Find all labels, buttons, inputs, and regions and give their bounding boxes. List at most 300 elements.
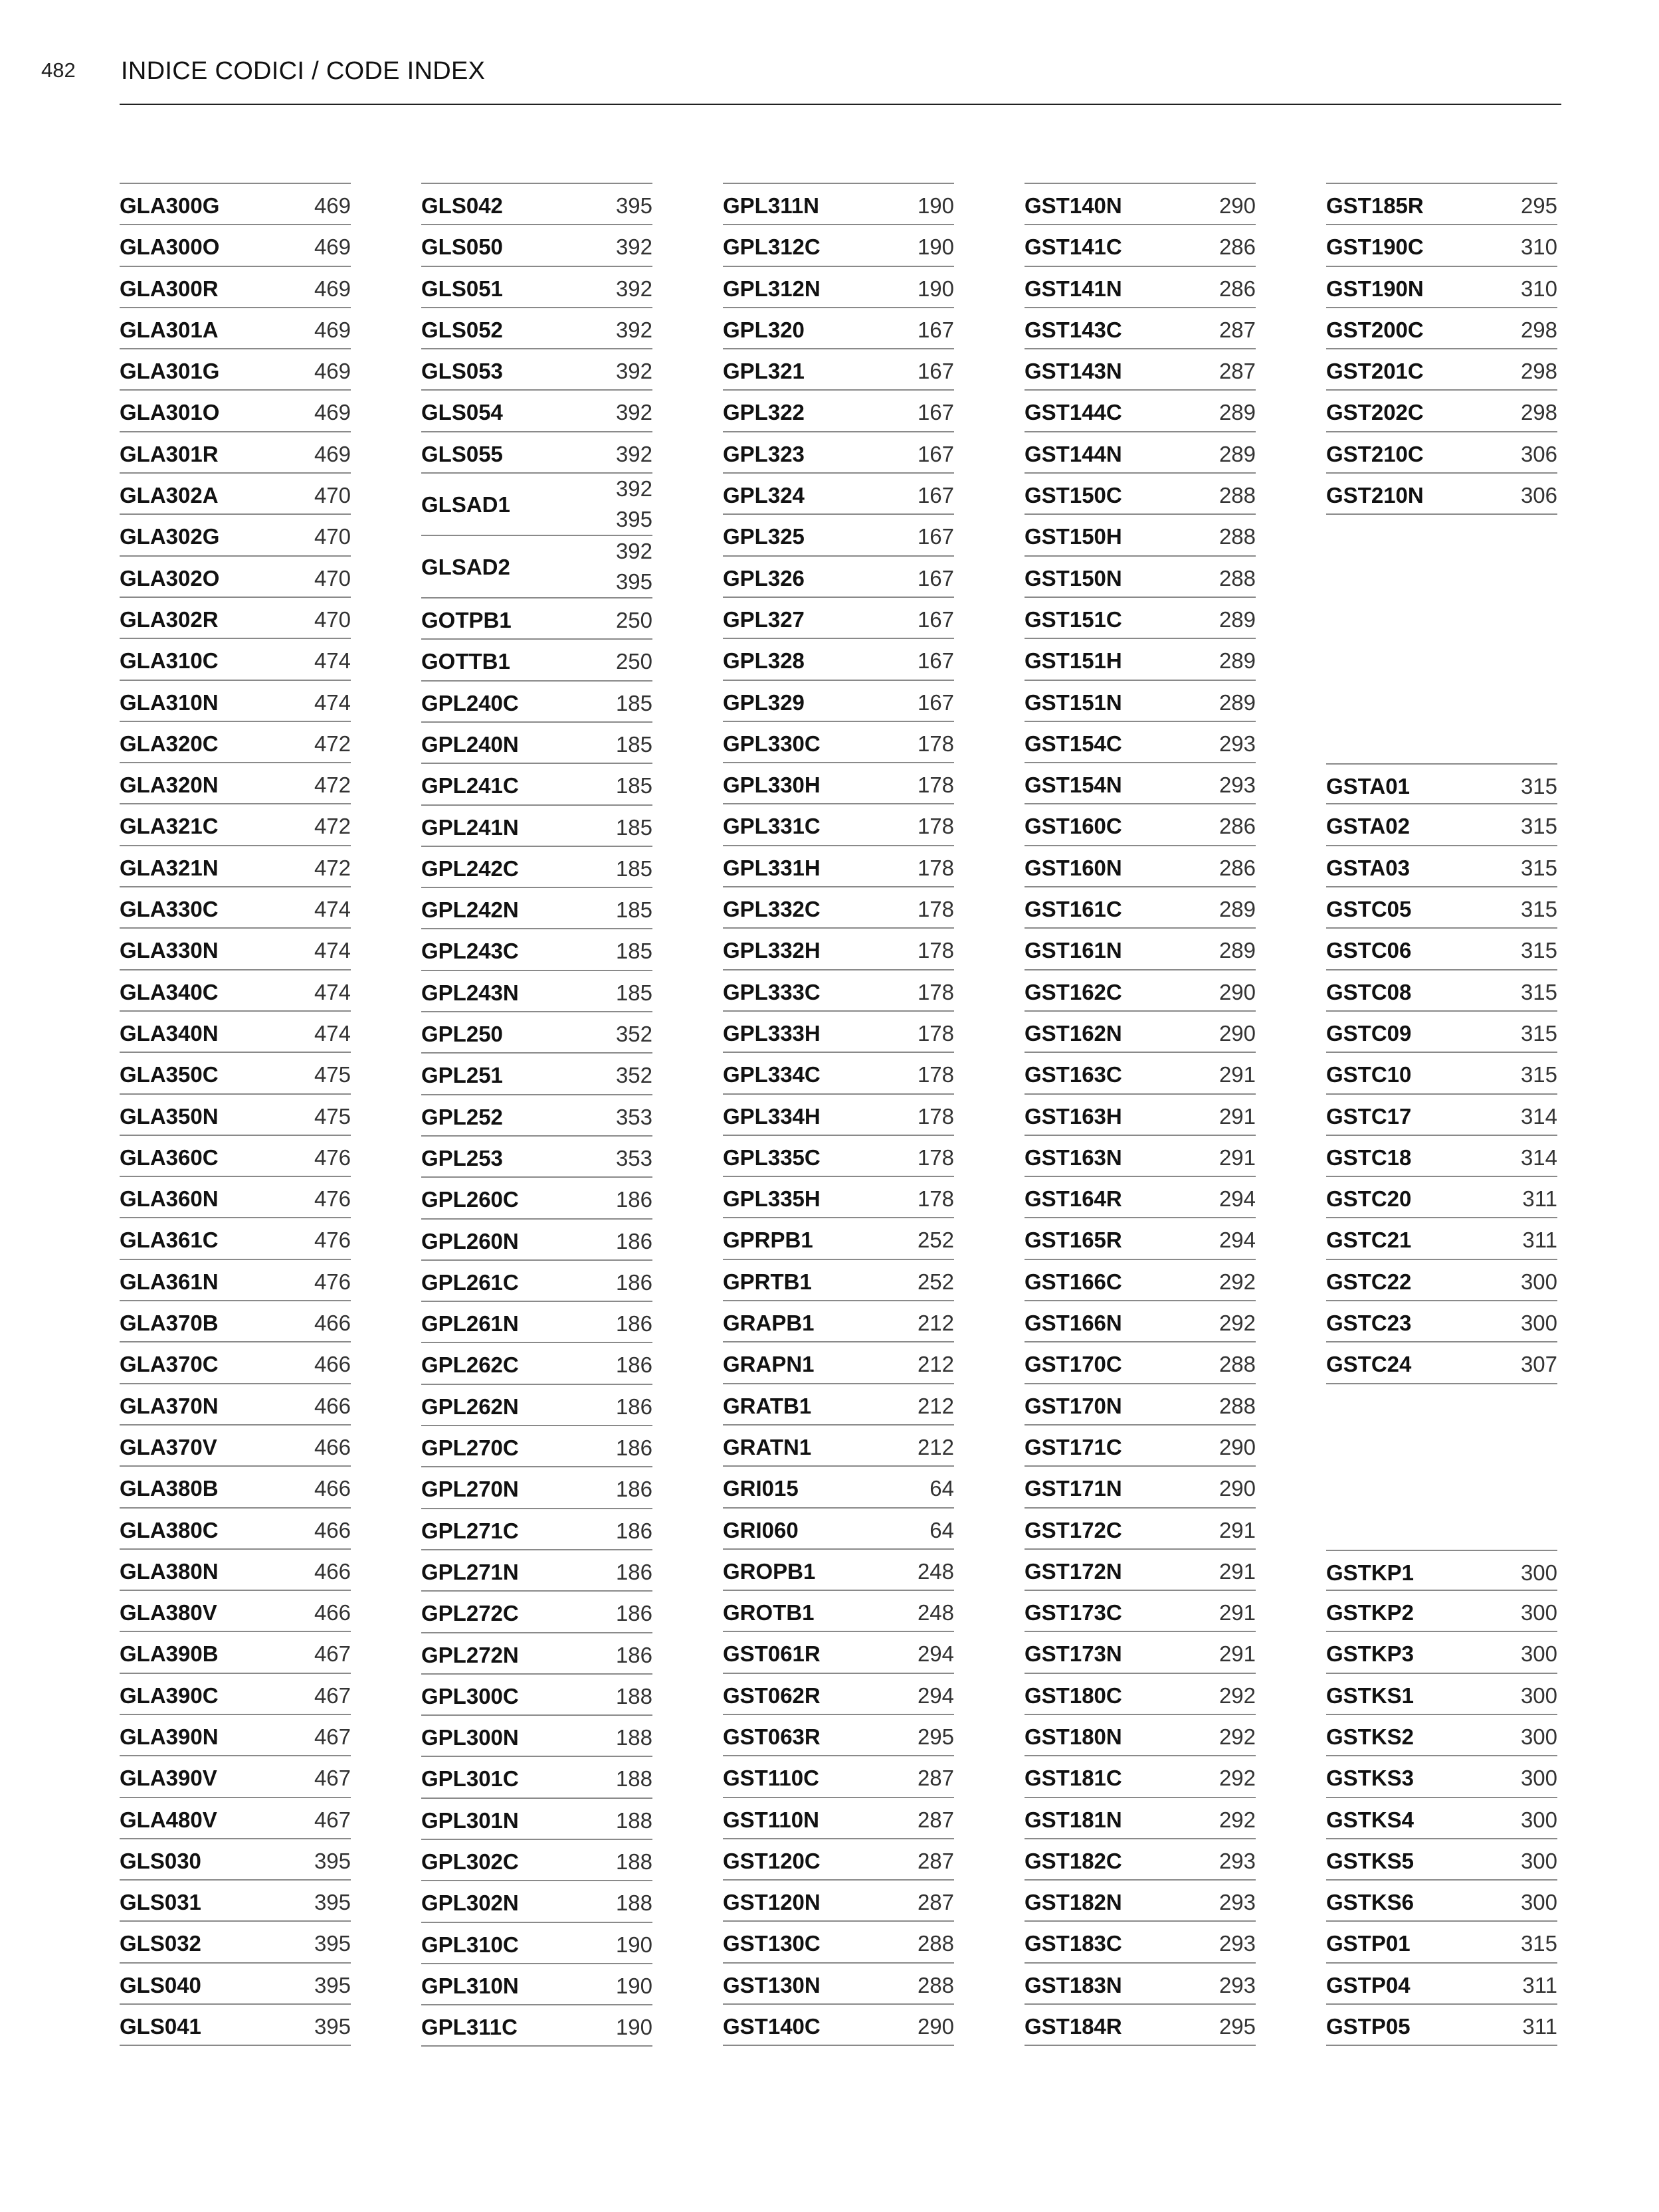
page-reference: 188: [615, 1807, 652, 1833]
page-reference: 315: [1520, 855, 1557, 880]
index-entry: [421, 391, 652, 432]
index-entry: [723, 929, 954, 970]
page-reference: 467: [314, 1724, 351, 1749]
index-entry: [1025, 1632, 1256, 1673]
index-entry: [1025, 225, 1256, 266]
index-entry: [120, 722, 351, 763]
product-code: GST130C: [723, 1931, 821, 1956]
page-reference: 293: [1219, 1890, 1256, 1915]
page-reference: 186: [615, 1477, 652, 1502]
index-column-2: [421, 183, 652, 2047]
page-reference: 289: [1219, 606, 1256, 632]
index-entry: [723, 308, 954, 349]
product-code: GSTC24: [1326, 1352, 1412, 1377]
page-reference: 186: [615, 1642, 652, 1667]
index-entry: [723, 1095, 954, 1136]
page-reference: 469: [314, 276, 351, 301]
index-entry: [723, 349, 954, 391]
product-code: GPL301N: [421, 1807, 519, 1833]
page-reference: 469: [314, 234, 351, 260]
product-code: GPL271C: [421, 1518, 519, 1543]
index-entry: [1025, 184, 1256, 225]
product-code: GLS041: [120, 2014, 201, 2039]
index-entry: [1326, 1756, 1557, 1797]
index-entry: [120, 1012, 351, 1053]
page-reference: 293: [1219, 1972, 1256, 1997]
index-spacer: [1326, 515, 1557, 556]
page-reference: 392: [615, 276, 652, 301]
index-entry: [1025, 1550, 1256, 1591]
product-code: GST063R: [723, 1724, 821, 1749]
page-reference: 293: [1219, 1931, 1256, 1956]
product-code: GPL270C: [421, 1435, 519, 1461]
page-reference: 470: [314, 524, 351, 549]
index-entry: [421, 1137, 652, 1178]
product-code: GST181N: [1025, 1807, 1122, 1832]
product-code: GSTKS6: [1326, 1890, 1415, 1915]
index-entry: [723, 557, 954, 598]
product-code: GPL261C: [421, 1269, 519, 1295]
page-reference: 467: [314, 1683, 351, 1708]
header-divider: [120, 104, 1561, 105]
page-reference: 352: [615, 1063, 652, 1088]
page-reference: 291: [1219, 1517, 1256, 1542]
product-code: GLA370N: [120, 1393, 219, 1418]
product-code: GSTA03: [1326, 855, 1410, 880]
page-reference: 469: [314, 317, 351, 342]
index-entry: [421, 1385, 652, 1426]
index-entry: [421, 888, 652, 929]
page-reference: 185: [615, 773, 652, 798]
page-reference: 311: [1522, 2014, 1557, 2039]
product-code: GST173N: [1025, 1641, 1122, 1667]
product-code: GPL325: [723, 524, 805, 549]
index-entry: [421, 1633, 652, 1675]
index-entry: [421, 1799, 652, 1840]
product-code: GLS040: [120, 1972, 201, 1997]
product-code: GLA320N: [120, 773, 219, 798]
page-reference: 469: [314, 441, 351, 466]
index-entry: [1326, 887, 1557, 929]
page-reference: 291: [1219, 1062, 1256, 1087]
product-code: GPL312C: [723, 234, 821, 260]
index-entry: [723, 1136, 954, 1177]
page-reference: 466: [314, 1434, 351, 1459]
index-entry: [723, 432, 954, 474]
index-entry: [120, 1342, 351, 1384]
page-reference: 466: [314, 1352, 351, 1377]
page-reference: 311: [1522, 1228, 1557, 1253]
product-code: GST201C: [1326, 359, 1424, 384]
page-reference: 293: [1219, 1848, 1256, 1873]
page-reference: 353: [615, 1145, 652, 1170]
page-reference: 178: [917, 1103, 954, 1129]
page-reference: 476: [314, 1269, 351, 1294]
index-entry: [1025, 349, 1256, 391]
page-reference: 167: [917, 524, 954, 549]
index-entry: [1025, 639, 1256, 680]
page-reference: 286: [1219, 855, 1256, 880]
product-code: GST130N: [723, 1972, 821, 1997]
page-reference: 392 395: [615, 539, 652, 595]
product-code: GST163C: [1025, 1062, 1122, 1087]
page-reference: 178: [917, 979, 954, 1004]
product-code: GST182N: [1025, 1890, 1122, 1915]
product-code: GST160C: [1025, 814, 1122, 839]
page-reference: 306: [1520, 483, 1557, 508]
product-code: GPL253: [421, 1145, 503, 1170]
product-code: GPL326: [723, 565, 805, 591]
index-entry: [1326, 432, 1557, 474]
product-code: GST143C: [1025, 317, 1122, 342]
index-entry: [421, 1509, 652, 1550]
page-reference: 252: [917, 1228, 954, 1253]
index-entry: [1326, 1342, 1557, 1384]
product-code: GST150C: [1025, 483, 1122, 508]
index-spacer: [1326, 557, 1557, 598]
index-entry: [120, 1674, 351, 1715]
product-code: GPL242N: [421, 897, 519, 923]
index-entry: [1326, 1136, 1557, 1177]
index-entry: [723, 1964, 954, 2005]
index-entry: [1326, 1012, 1557, 1053]
index-entry: [1025, 1012, 1256, 1053]
page-reference: 250: [615, 649, 652, 674]
product-code: GST210C: [1326, 441, 1424, 466]
index-entry: [1025, 1509, 1256, 1550]
product-code: GST190C: [1326, 234, 1424, 260]
page-reference: 290: [1219, 1434, 1256, 1459]
product-code: GPL323: [723, 441, 805, 466]
index-entry: [120, 515, 351, 556]
index-entry: [120, 1509, 351, 1550]
product-code: GLA370V: [120, 1434, 217, 1459]
product-code: GPL335C: [723, 1145, 821, 1170]
index-entry: [421, 1426, 652, 1467]
product-code: GPL301C: [421, 1766, 519, 1792]
product-code: GPL333C: [723, 979, 821, 1004]
product-code: GST202C: [1326, 400, 1424, 425]
index-entry: [723, 1839, 954, 1881]
index-entry: [1326, 763, 1557, 804]
product-code: GLS030: [120, 1848, 201, 1873]
page-reference: 186: [615, 1352, 652, 1378]
index-entry: [723, 1342, 954, 1384]
index-entry: [1025, 1674, 1256, 1715]
page-reference: 300: [1520, 1641, 1557, 1667]
page-reference: 467: [314, 1807, 351, 1832]
index-entry: [120, 1136, 351, 1177]
index-entry: [1326, 1218, 1557, 1259]
page-reference: 188: [615, 1890, 652, 1916]
page-reference: 300: [1520, 1807, 1557, 1832]
page-reference: 287: [917, 1766, 954, 1791]
page-reference: 64: [929, 1517, 954, 1542]
page-reference: 392 395: [615, 476, 652, 532]
index-entry: [120, 1715, 351, 1756]
index-entry: [723, 1591, 954, 1632]
index-entry: [421, 536, 652, 599]
product-code: GST190N: [1326, 276, 1424, 301]
index-entry: [120, 184, 351, 225]
product-code: GSTC21: [1326, 1228, 1412, 1253]
index-entry: [120, 2005, 351, 2046]
product-code: GPL252: [421, 1104, 503, 1129]
page-reference: 310: [1520, 276, 1557, 301]
product-code: GST141N: [1025, 276, 1122, 301]
index-entry: [723, 1509, 954, 1550]
product-code: GLA390V: [120, 1766, 217, 1791]
product-code: GLA380N: [120, 1558, 219, 1584]
page-reference: 293: [1219, 731, 1256, 756]
index-entry: [1326, 1881, 1557, 1922]
product-code: GLA302O: [120, 565, 220, 591]
product-code: GST154C: [1025, 731, 1122, 756]
page-reference: 298: [1520, 317, 1557, 342]
product-code: GPL240N: [421, 731, 519, 757]
index-entry: [723, 474, 954, 515]
index-entry: [1025, 1922, 1256, 1963]
page-reference: 474: [314, 938, 351, 963]
page-reference: 310: [1520, 234, 1557, 260]
product-code: GSTKS5: [1326, 1848, 1415, 1873]
product-code: GST154N: [1025, 773, 1122, 798]
page-reference: 288: [1219, 1393, 1256, 1418]
page-reference: 185: [615, 980, 652, 1005]
page-reference: 470: [314, 565, 351, 591]
index-entry: [1025, 1136, 1256, 1177]
page-reference: 470: [314, 606, 351, 632]
page-reference: 474: [314, 897, 351, 922]
index-entry: [1025, 763, 1256, 804]
product-code: GPL302N: [421, 1890, 519, 1916]
index-spacer: [1326, 598, 1557, 639]
page-reference: 290: [1219, 979, 1256, 1004]
product-code: GST110C: [723, 1766, 819, 1791]
product-code: GLSAD1: [421, 492, 510, 517]
index-entry: [1025, 1964, 1256, 2005]
product-code: GSTA02: [1326, 814, 1410, 839]
page-reference: 292: [1219, 1269, 1256, 1294]
index-entry: [1025, 1342, 1256, 1384]
index-entry: [421, 929, 652, 970]
product-code: GPL331C: [723, 814, 821, 839]
index-entry: [120, 1177, 351, 1218]
product-code: GST160N: [1025, 855, 1122, 880]
page-reference: 353: [615, 1104, 652, 1129]
index-entry: [723, 598, 954, 639]
index-entry: [1025, 804, 1256, 846]
page-reference: 289: [1219, 441, 1256, 466]
page-number: 482: [41, 58, 76, 82]
product-code: GPL330C: [723, 731, 821, 756]
product-code: GPL334H: [723, 1103, 821, 1129]
product-code: GLA380V: [120, 1600, 217, 1625]
page-reference: 300: [1520, 1269, 1557, 1294]
product-code: GPL241C: [421, 773, 519, 798]
page-reference: 298: [1520, 359, 1557, 384]
page-reference: 392: [615, 234, 652, 260]
index-entry: [1025, 391, 1256, 432]
product-code: GST151C: [1025, 606, 1122, 632]
index-entry: [1025, 432, 1256, 474]
product-code: GST173C: [1025, 1600, 1122, 1625]
page-reference: 167: [917, 565, 954, 591]
product-code: GPL260C: [421, 1187, 519, 1212]
page-reference: 474: [314, 1020, 351, 1046]
product-code: GST171C: [1025, 1434, 1122, 1459]
index-entry: [1025, 474, 1256, 515]
index-entry: [723, 1177, 954, 1218]
index-entry: [421, 806, 652, 847]
index-entry: [1326, 1674, 1557, 1715]
page-reference: 185: [615, 939, 652, 964]
product-code: GSTKP1: [1326, 1560, 1415, 1585]
index-entry: [421, 1923, 652, 1964]
page-reference: 212: [917, 1352, 954, 1377]
page-reference: 466: [314, 1476, 351, 1501]
index-entry: [1025, 1756, 1256, 1797]
page-reference: 395: [314, 1848, 351, 1873]
product-code: GST120N: [723, 1890, 821, 1915]
product-code: GST183N: [1025, 1972, 1122, 1997]
product-code: GRAPB1: [723, 1311, 815, 1336]
product-code: GLA310C: [120, 648, 219, 674]
index-entry: [120, 1384, 351, 1426]
page-reference: 475: [314, 1062, 351, 1087]
product-code: GPL260N: [421, 1228, 519, 1253]
page-reference: 190: [917, 276, 954, 301]
page-reference: 167: [917, 606, 954, 632]
index-entry: [1326, 1632, 1557, 1673]
index-entry: [120, 1218, 351, 1259]
index-entry: [723, 391, 954, 432]
index-entry: [120, 887, 351, 929]
product-code: GPL272C: [421, 1601, 519, 1626]
page-header: [41, 58, 1569, 105]
index-entry: [421, 1220, 652, 1261]
index-entry: [1025, 598, 1256, 639]
page-reference: 292: [1219, 1807, 1256, 1832]
page-reference: 185: [615, 731, 652, 757]
product-code: GST140C: [723, 2014, 821, 2039]
product-code: GPL262N: [421, 1394, 519, 1419]
page-reference: 186: [615, 1601, 652, 1626]
index-entry: [120, 474, 351, 515]
index-entry: [421, 1261, 652, 1302]
product-code: GOTPB1: [421, 608, 512, 633]
product-code: GST172N: [1025, 1558, 1122, 1584]
product-code: GST172C: [1025, 1517, 1122, 1542]
product-code: GLA380C: [120, 1517, 219, 1542]
index-entry: [120, 970, 351, 1012]
index-entry: [1025, 1591, 1256, 1632]
product-code: GPL242C: [421, 856, 519, 881]
index-entry: [421, 349, 652, 391]
product-code: GLA480V: [120, 1807, 217, 1832]
index-entry: [421, 1592, 652, 1633]
product-code: GLS054: [421, 400, 503, 425]
page-reference: 289: [1219, 897, 1256, 922]
index-entry: [1326, 1053, 1557, 1094]
page-reference: 286: [1219, 814, 1256, 839]
product-code: GLA390N: [120, 1724, 219, 1749]
page-reference: 298: [1520, 400, 1557, 425]
index-entry: [421, 640, 652, 681]
index-entry: [120, 432, 351, 474]
index-entry: [421, 599, 652, 640]
index-entry: [723, 267, 954, 308]
page-reference: 292: [1219, 1766, 1256, 1791]
page-reference: 466: [314, 1600, 351, 1625]
index-column-1: [120, 183, 351, 2046]
product-code: GRI015: [723, 1476, 799, 1501]
product-code: GLS032: [120, 1931, 201, 1956]
page-reference: 466: [314, 1393, 351, 1418]
index-entry: [1025, 1053, 1256, 1094]
index-entry: [1326, 349, 1557, 391]
page-reference: 395: [314, 1972, 351, 1997]
page-reference: 290: [1219, 1476, 1256, 1501]
index-entry: [723, 1715, 954, 1756]
index-entry: [1025, 557, 1256, 598]
product-code: GLSAD2: [421, 555, 510, 580]
product-code: GLA301G: [120, 359, 220, 384]
product-code: GLA350N: [120, 1103, 219, 1129]
product-code: GPL324: [723, 483, 805, 508]
page-reference: 186: [615, 1311, 652, 1336]
page-reference: 212: [917, 1434, 954, 1459]
index-entry: [120, 349, 351, 391]
product-code: GPRTB1: [723, 1269, 812, 1294]
page-reference: 291: [1219, 1103, 1256, 1129]
index-entry: [1025, 1715, 1256, 1756]
index-entry: [421, 267, 652, 308]
page-reference: 186: [615, 1435, 652, 1461]
page-reference: 469: [314, 400, 351, 425]
index-entry: [421, 474, 652, 536]
product-code: GST061R: [723, 1641, 821, 1667]
product-code: GSTP05: [1326, 2014, 1411, 2039]
product-code: GSTC17: [1326, 1103, 1412, 1129]
product-code: GSTKP3: [1326, 1641, 1415, 1667]
index-entry: [1025, 1426, 1256, 1467]
index-entry: [120, 639, 351, 680]
product-code: GST185R: [1326, 193, 1424, 218]
page-reference: 291: [1219, 1558, 1256, 1584]
product-code: GLA370C: [120, 1352, 219, 1377]
product-code: GST171N: [1025, 1476, 1122, 1501]
product-code: GLA330N: [120, 938, 219, 963]
product-code: GLA340C: [120, 979, 219, 1004]
product-code: GLA301O: [120, 400, 220, 425]
page-reference: 167: [917, 648, 954, 674]
product-code: GPL310N: [421, 1973, 519, 1998]
index-entry: [723, 1674, 954, 1715]
product-code: GSTC22: [1326, 1269, 1412, 1294]
index-entry: [120, 1053, 351, 1094]
product-code: GSTA01: [1326, 774, 1410, 799]
index-entry: [120, 1632, 351, 1673]
product-code: GST164R: [1025, 1186, 1122, 1212]
page-reference: 288: [917, 1931, 954, 1956]
product-code: GST170C: [1025, 1352, 1122, 1377]
page-reference: 188: [615, 1725, 652, 1750]
product-code: GST183C: [1025, 1931, 1122, 1956]
index-entry: [421, 2005, 652, 2047]
product-code: GST182C: [1025, 1848, 1122, 1873]
product-code: GLA302R: [120, 606, 219, 632]
